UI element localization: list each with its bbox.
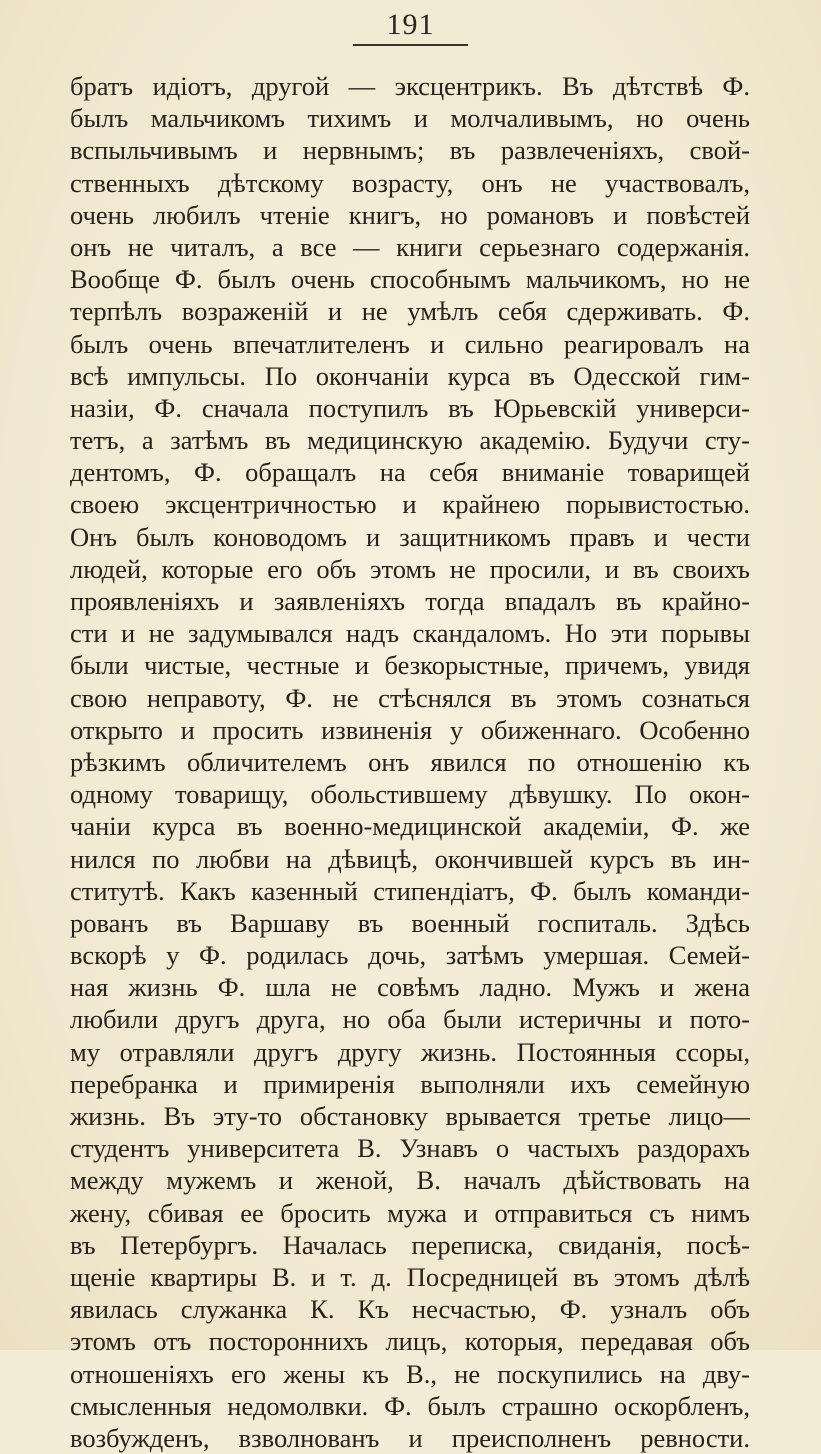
body-text xyxy=(70,70,750,1454)
text-line: Онъ былъ коноводомъ и защитникомъ правъ и чести xyxy=(70,521,750,552)
text-line: свою неправоту, Ф. не стѣснялся въ этомъ сознаться xyxy=(70,682,750,713)
text-line: смысленныя недомолвки. Ф. былъ страшно оскорбленъ, xyxy=(70,1390,750,1421)
text-line: сти и не задумывался надъ скандаломъ. Но эти порывы xyxy=(70,618,750,649)
text-line: студентъ университета В. Узнавъ о частыхъ раздорахъ xyxy=(70,1133,750,1164)
text-line: чаніи курса въ военно-медицинской академіи, Ф. же xyxy=(70,811,750,842)
text-line: онъ не читалъ, а все — книги серьезнаго содержанія. xyxy=(70,231,750,262)
text-line: жену, сбивая ее бросить мужа и отправиться съ нимъ xyxy=(70,1197,750,1228)
text-line: въ Петербургъ. Началась переписка, свиданія, посѣ- xyxy=(70,1229,750,1260)
text-line: людей, которые его объ этомъ не просили, и въ своихъ xyxy=(70,553,750,584)
text-line: одному товарищу, обольстившему дѣвушку. По окон- xyxy=(70,779,750,810)
text-line: рованъ въ Варшаву въ военный госпиталь. Здѣсь xyxy=(70,907,750,938)
page-number-rule xyxy=(353,44,468,46)
text-line: нился по любви на дѣвицѣ, окончившей курсъ въ ин- xyxy=(70,843,750,874)
text-line: очень любилъ чтеніе книгъ, но романовъ и повѣстей xyxy=(70,199,750,230)
text-line: дентомъ, Ф. обращалъ на себя вниманіе товарищей xyxy=(70,457,750,488)
page-number: 191 xyxy=(386,8,435,41)
text-line: между мужемъ и женой, В. началъ дѣйствовать на xyxy=(70,1165,750,1196)
text-line: му отравляли другъ другу жизнь. Постоянныя ссоры, xyxy=(70,1036,750,1067)
text-line: вспыльчивымъ и нервнымъ; въ развлеченіяхъ, свой- xyxy=(70,135,750,166)
text-line: терпѣлъ возраженій и не умѣлъ себя сдерживать. Ф. xyxy=(70,296,750,327)
text-line: любили другъ друга, но оба были истеричны и пото- xyxy=(70,1004,750,1035)
text-line: ственныхъ дѣтскому возрасту, онъ не участвовалъ, xyxy=(70,167,750,198)
text-line: отношеніяхъ его жены къ В., не поскупились на дву- xyxy=(70,1358,750,1389)
text-line: щеніе квартиры В. и т. д. Посредницей въ этомъ дѣлѣ xyxy=(70,1261,750,1292)
text-line: этомъ отъ постороннихъ лицъ, которыя, передавая объ xyxy=(70,1326,750,1357)
text-line: перебранка и примиренія выполняли ихъ семейную xyxy=(70,1068,750,1099)
text-line: былъ очень впечатлителенъ и сильно реагировалъ на xyxy=(70,328,750,359)
text-line: проявленіяхъ и заявленіяхъ тогда впадалъ въ крайно- xyxy=(70,586,750,616)
text-line: жизнь. Въ эту-то обстановку врывается третье лицо— xyxy=(70,1101,750,1131)
text-line: явилась служанка К. Къ несчастью, Ф. узналъ объ xyxy=(70,1294,750,1325)
text-line: ная жизнь Ф. шла не совѣмъ ладно. Мужъ и жена xyxy=(70,972,750,1003)
text-line: своею эксцентричностью и крайнею порывистостью. xyxy=(70,489,750,520)
text-line: рѣзкимъ обличителемъ онъ явился по отношенію къ xyxy=(70,746,750,777)
text-line: Вообще Ф. былъ очень способнымъ мальчикомъ, но не xyxy=(70,264,750,295)
text-line: тетъ, а затѣмъ въ медицинскую академію. Будучи сту- xyxy=(70,425,750,456)
text-line: вскорѣ у Ф. родилась дочь, затѣмъ умершая. Семей- xyxy=(70,940,750,971)
text-line: назіи, Ф. сначала поступилъ въ Юрьевскій универси- xyxy=(70,392,750,423)
text-line: возбужденъ, взволнованъ и преисполненъ ревности. xyxy=(70,1422,750,1453)
text-line: братъ идіотъ, другой — эксцентрикъ. Въ дѣтствѣ Ф. xyxy=(70,71,750,101)
text-line: былъ мальчикомъ тихимъ и молчаливымъ, но очень xyxy=(70,103,750,134)
text-line: были чистые, честные и безкорыстные, причемъ, увидя xyxy=(70,650,750,681)
text-line: ститутѣ. Какъ казенный стипендіатъ, Ф. былъ команди- xyxy=(70,875,750,906)
text-line: открыто и просить извиненія у обиженнаго. Особенно xyxy=(70,714,750,745)
text-line: всѣ импульсы. По окончаніи курса въ Одесской гим- xyxy=(70,360,750,391)
